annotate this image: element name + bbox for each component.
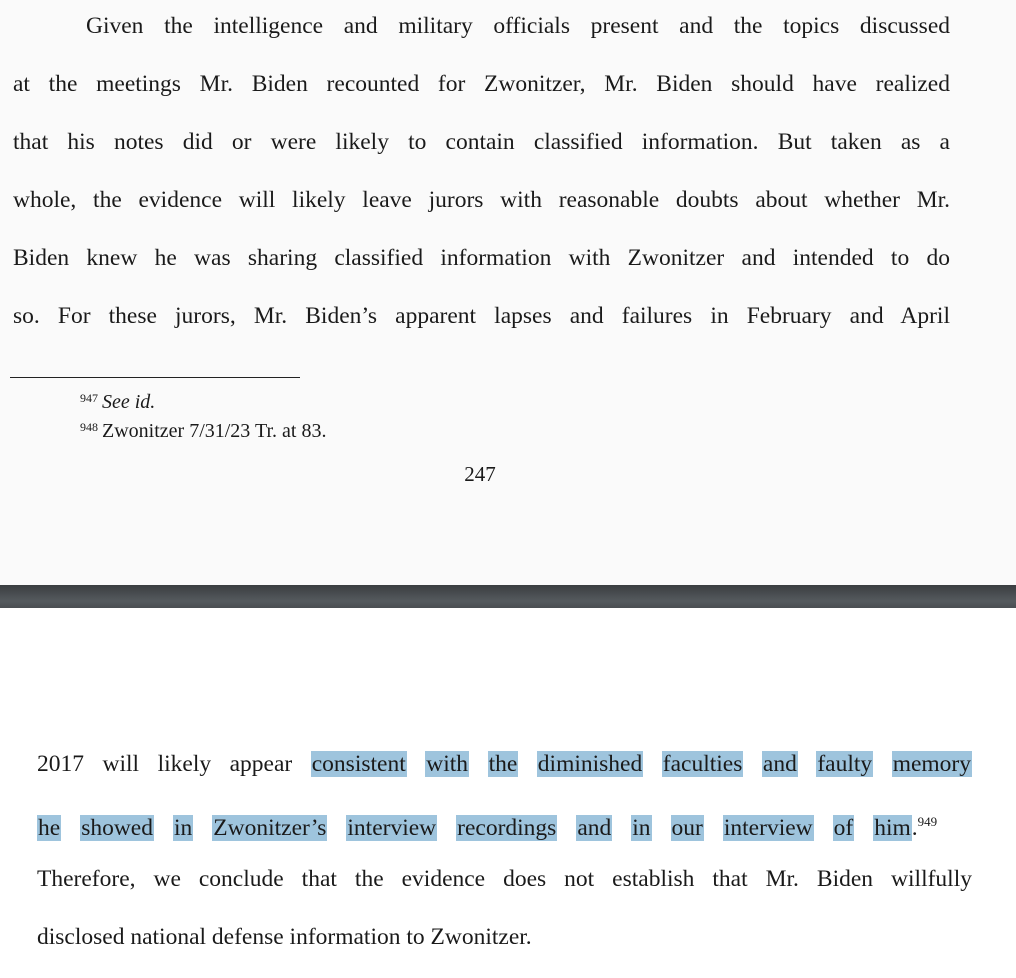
highlighted-word[interactable]: in xyxy=(632,815,651,841)
highlighted-word[interactable]: him xyxy=(874,815,911,841)
highlighted-word[interactable]: our xyxy=(671,815,703,841)
page-number: 247 xyxy=(464,462,496,486)
pdf-page-248 xyxy=(0,608,1016,978)
highlighted-word[interactable]: of xyxy=(833,815,854,841)
text-line: at the meetings Mr. Biden recounted for Zwonitzer, Mr. Biden should have realized xyxy=(13,71,950,97)
highlighted-word[interactable]: faulty xyxy=(817,751,873,777)
highlighted-word[interactable]: showed xyxy=(81,815,153,841)
highlighted-word[interactable]: in xyxy=(173,815,193,841)
text-line: so. For these jurors, Mr. Biden’s apparent lapses and failures in February and April xyxy=(13,303,950,329)
highlighted-word[interactable]: recordings xyxy=(457,815,557,841)
highlighted-word[interactable]: with xyxy=(426,751,469,777)
highlighted-word[interactable]: and xyxy=(762,751,797,777)
text-line: Biden knew he was sharing classified information with Zwonitzer and intended to do xyxy=(13,245,950,271)
text-line: Therefore, we conclude that the evidence does not establish that Mr. Biden willfully xyxy=(37,866,972,892)
footnote-number: 948 xyxy=(80,420,98,434)
highlighted-word[interactable]: interview xyxy=(723,815,813,841)
footnote-text: See id. xyxy=(102,391,156,413)
highlighted-word[interactable]: consistent xyxy=(311,751,406,777)
highlighted-word[interactable]: diminished xyxy=(537,751,643,777)
highlighted-word[interactable]: interview xyxy=(347,815,437,841)
highlighted-text[interactable] xyxy=(37,815,912,841)
footnote-ref[interactable]: 949 xyxy=(917,814,938,829)
highlighted-word[interactable]: faculties xyxy=(662,751,743,777)
footnote-number: 947 xyxy=(80,391,98,405)
highlighted-text[interactable] xyxy=(311,751,972,777)
plain-text: 2017 will likely appear xyxy=(37,751,293,777)
footnote-948 xyxy=(80,420,326,443)
text-line: that his notes did or were likely to contain classified information. But taken as a xyxy=(13,129,950,155)
text-line: whole, the evidence will likely leave jurors with reasonable doubts about whether Mr. xyxy=(13,187,950,213)
footnote-rule xyxy=(10,377,300,378)
highlighted-word[interactable]: memory xyxy=(892,751,972,777)
text-line-highlighted xyxy=(37,750,972,778)
page-divider xyxy=(0,585,1016,608)
text-line: disclosed national defense information to Zwonitzer. xyxy=(37,924,532,950)
highlighted-word[interactable]: and xyxy=(577,815,612,841)
text-line-highlighted xyxy=(37,808,937,842)
footnote-text: Zwonitzer 7/31/23 Tr. at 83. xyxy=(102,420,327,442)
highlighted-word[interactable]: Zwonitzer’s xyxy=(213,815,327,841)
highlighted-word[interactable]: he xyxy=(38,815,61,841)
highlighted-word[interactable]: the xyxy=(488,751,518,777)
period: . xyxy=(911,815,918,841)
footnote-947 xyxy=(80,391,155,414)
text-line: Given the intelligence and military officials present and the topics discussed xyxy=(86,13,950,39)
